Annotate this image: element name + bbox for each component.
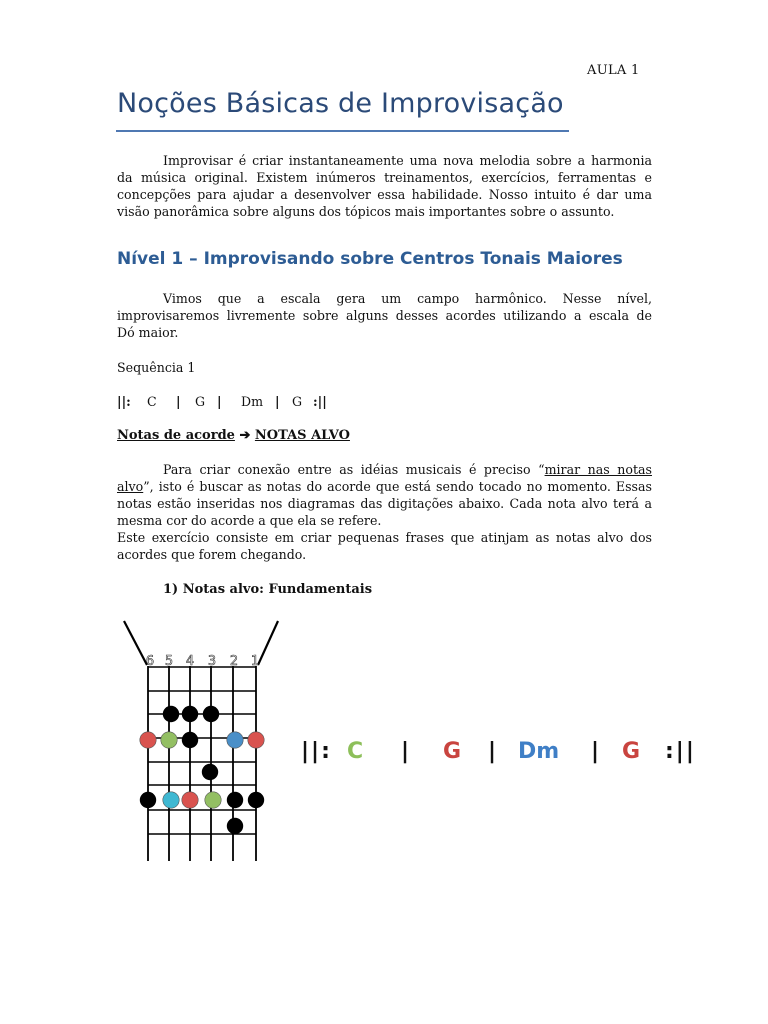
sequence-chord-2: G (195, 394, 206, 409)
notes-heading-right: NOTAS ALVO (254, 428, 350, 443)
fretboard-diagram (118, 615, 288, 865)
progression-bar-3: | (591, 739, 600, 764)
sequence-bar-3: | (275, 394, 280, 409)
sequence-chord-3: Dm (241, 394, 264, 409)
target-line-5: Este exercício consiste em criar pequenas frases que atinjam as notas alvo dos (117, 530, 652, 545)
sequence-label: Sequência 1 (117, 360, 196, 375)
exercise-title: 1) Notas alvo: Fundamentais (163, 582, 373, 597)
progression-chord-c: C (347, 739, 364, 764)
intro-line-4: visão panorâmica sobre alguns dos tópicos mais importantes sobre o assunto. (117, 204, 615, 219)
intro-line-1: Improvisar é criar instantaneamente uma nova melodia sobre a harmonia (163, 153, 652, 168)
fret-dots (140, 706, 264, 834)
note-dot (203, 706, 219, 722)
sequence-bar-2: | (217, 394, 222, 409)
sequence-chord-1: C (147, 394, 157, 409)
target-line-3: notas estão inseridas nos diagramas das digitações abaixo. Cada nota alvo terá a (117, 496, 652, 511)
target-note-c (161, 732, 177, 748)
target-line-4: mesma cor do acorde a que ela se refere. (117, 513, 382, 528)
neck-left-flare (124, 621, 147, 665)
notes-heading-left: Notas de acorde (117, 428, 235, 443)
title-underline (116, 130, 569, 132)
note-dot (227, 818, 243, 834)
section-paragraph (117, 290, 652, 341)
string-number-2: 2 (229, 654, 239, 669)
target-note-c (205, 792, 221, 808)
target-note-g (182, 792, 198, 808)
target-line-1: Para criar conexão entre as idéias musicais é preciso “mirar nas notas (163, 462, 652, 477)
repeat-open: ||: (117, 394, 131, 409)
progression-chord-g-2: G (622, 739, 641, 764)
sequence-chord-4: G (292, 394, 303, 409)
target-line-2: alvo”, isto é buscar as notas do acorde que está sendo tocado no momento. Essas (117, 479, 652, 494)
progression-chord-g: G (443, 739, 462, 764)
neck-right-flare (258, 621, 278, 665)
section-line-2: improvisaremos livremente sobre alguns desses acordes utilizando a escala de (117, 308, 652, 323)
sequence-bar-1: | (176, 394, 181, 409)
intro-paragraph (117, 152, 652, 220)
section-line-1: Vimos que a escala gera um campo harmônico. Nesse nível, (163, 291, 652, 306)
string-number-5: 5 (164, 654, 174, 669)
section-line-3: Dó maior. (117, 325, 179, 340)
progression-bar-2: | (488, 739, 497, 764)
arrow-icon: ➔ (239, 428, 251, 443)
page-title: Noções Básicas de Improvisação (117, 88, 564, 119)
note-dot (248, 792, 264, 808)
note-dot (140, 792, 156, 808)
string-number-3: 3 (207, 654, 217, 669)
target-note-dm (163, 792, 179, 808)
intro-line-2: da música original. Existem inúmeros treinamentos, exercícios, ferramentas e (117, 170, 652, 185)
target-note-dm (227, 732, 243, 748)
target-note-g (248, 732, 264, 748)
frets (148, 667, 256, 834)
string-number-1: 1 (250, 654, 260, 669)
progression-chord-dm: Dm (518, 739, 560, 764)
note-dot (182, 732, 198, 748)
notes-heading (117, 427, 350, 444)
string-number-6: 6 (145, 654, 155, 669)
note-dot (163, 706, 179, 722)
section-heading: Nível 1 – Improvisando sobre Centros Tonais Maiores (117, 249, 623, 269)
target-notes-paragraph (117, 461, 652, 563)
lesson-label: AULA 1 (587, 63, 640, 78)
string-number-4: 4 (185, 654, 195, 669)
progression-repeat-close: :|| (665, 739, 696, 764)
progression-bar-1: | (401, 739, 410, 764)
note-dot (202, 764, 218, 780)
repeat-close: :|| (313, 394, 327, 409)
note-dot (227, 792, 243, 808)
note-dot (182, 706, 198, 722)
target-note-g (140, 732, 156, 748)
target-line-6: acordes que forem chegando. (117, 547, 307, 562)
progression-repeat-open: ||: (301, 739, 332, 764)
intro-line-3: concepções para ajudar a desenvolver essa habilidade. Nosso intuito é dar uma (117, 187, 652, 202)
